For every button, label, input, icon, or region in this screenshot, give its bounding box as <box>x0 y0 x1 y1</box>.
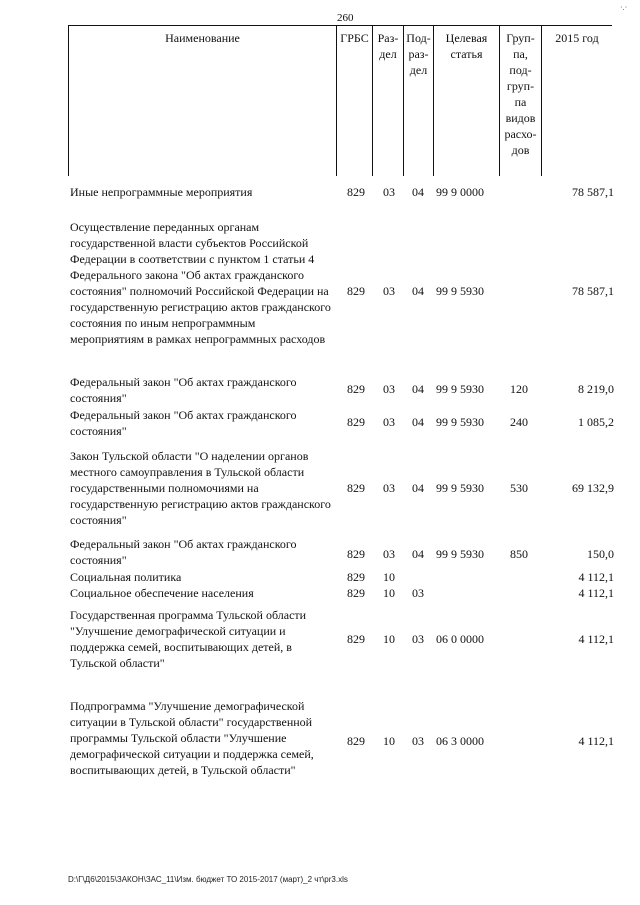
header-podrazdel <box>403 25 433 176</box>
row-vid: 120 <box>510 382 528 396</box>
row-name: Иные непрограммные мероприятия <box>70 185 253 199</box>
row-target: 99 9 5930 <box>436 415 484 429</box>
row-grbs: 829 <box>347 547 365 561</box>
header-razdel <box>372 25 403 176</box>
row-podrazdel: 03 <box>412 632 424 646</box>
row-grbs: 829 <box>347 481 365 495</box>
row-target: 99 9 5930 <box>436 382 484 396</box>
row-amount: 1 085,2 <box>578 415 614 429</box>
table-row <box>0 569 640 585</box>
row-target: 99 9 5930 <box>436 547 484 561</box>
row-name: Закон Тульской области "О наделении органов местного самоуправления в Тульской области государственными полномочиями на государственную регистрацию актов гражданского состояния" <box>70 449 331 527</box>
row-target: 06 0 0000 <box>436 632 484 646</box>
row-name: Федеральный закон "Об актах гражданского состояния" <box>70 537 297 567</box>
header-year-label: 2015 год <box>555 31 599 45</box>
row-podrazdel: 03 <box>412 586 424 600</box>
row-podrazdel: 04 <box>412 185 424 199</box>
row-amount: 4 112,1 <box>578 734 614 748</box>
table-row <box>0 219 640 363</box>
row-grbs: 829 <box>347 382 365 396</box>
table-row <box>0 448 640 528</box>
row-razdel: 03 <box>383 481 395 495</box>
row-razdel: 03 <box>383 284 395 298</box>
corner-mark: ·.· <box>620 3 628 12</box>
header-razdel-label: Раз- дел <box>377 31 399 61</box>
row-target: 99 9 5930 <box>436 284 484 298</box>
row-name: Социальное обеспечение населения <box>70 586 254 600</box>
row-target: 99 9 5930 <box>436 481 484 495</box>
row-amount: 4 112,1 <box>578 570 614 584</box>
row-name: Федеральный закон "Об актах гражданского состояния" <box>70 408 297 438</box>
row-razdel: 10 <box>383 586 395 600</box>
row-amount: 78 587,1 <box>572 284 614 298</box>
row-vid: 240 <box>510 415 528 429</box>
row-podrazdel: 03 <box>412 734 424 748</box>
row-name: Социальная политика <box>70 570 182 584</box>
row-target: 06 3 0000 <box>436 734 484 748</box>
row-amount: 78 587,1 <box>572 185 614 199</box>
row-podrazdel: 04 <box>412 481 424 495</box>
row-name: Государственная программа Тульской области "Улучшение демографической ситуации и поддержка семей, воспитывающих детей, в Тульской области" <box>70 608 307 670</box>
table-row <box>0 698 640 778</box>
row-razdel: 10 <box>383 632 395 646</box>
row-grbs: 829 <box>347 586 365 600</box>
row-podrazdel: 04 <box>412 415 424 429</box>
row-grbs: 829 <box>347 185 365 199</box>
header-vid-label: Груп- па, под- груп- па видов расхо- дов <box>504 31 537 157</box>
row-name: Подпрограмма "Улучшение демографической ситуации в Тульской области" государственной программы Тульской области "Улучшение демографической ситуации и поддержка семей, воспитывающих детей, в Тульской области" <box>70 699 314 777</box>
row-amount: 8 219,0 <box>578 382 614 396</box>
row-vid: 530 <box>510 481 528 495</box>
row-razdel: 03 <box>383 415 395 429</box>
row-razdel: 03 <box>383 185 395 199</box>
row-razdel: 10 <box>383 570 395 584</box>
table-row <box>0 407 640 439</box>
row-grbs: 829 <box>347 734 365 748</box>
row-name: Федеральный закон "Об актах гражданского состояния" <box>70 375 297 405</box>
row-name: Осуществление переданных органам государственной власти субъектов Российской Федерации в соответствии с пунктом 1 статьи 4 Федерального закона "Об актах гражданского состояния" полномочий Российской Федерации на государственную регистрацию актов гражданского состояния по иным непрограммным мероприятиям в рамках непрограммных расходов <box>70 220 331 346</box>
table-row <box>0 585 640 601</box>
header-name-label: Наименование <box>165 31 240 45</box>
row-razdel: 03 <box>383 547 395 561</box>
header-vid <box>499 25 541 176</box>
row-grbs: 829 <box>347 632 365 646</box>
header-target-label: Целевая статья <box>445 31 488 61</box>
footer-file-path: D:\Г\Д6\2015\ЗАКОН\ЗАС_11\Изм. бюджет ТО 2015-2017 (март)_2 чт\pr3.xls <box>68 875 348 884</box>
header-year <box>541 25 612 176</box>
row-target: 99 9 0000 <box>436 185 484 199</box>
header-target <box>433 25 499 176</box>
row-razdel: 10 <box>383 734 395 748</box>
table-row <box>0 536 640 568</box>
row-amount: 150,0 <box>587 547 614 561</box>
header-grbs <box>336 25 372 176</box>
row-grbs: 829 <box>347 415 365 429</box>
header-podrazdel-label: Под- раз- дел <box>406 31 431 77</box>
row-grbs: 829 <box>347 570 365 584</box>
row-amount: 4 112,1 <box>578 586 614 600</box>
row-amount: 69 132,9 <box>572 481 614 495</box>
row-vid: 850 <box>510 547 528 561</box>
table-row <box>0 184 640 202</box>
row-razdel: 03 <box>383 382 395 396</box>
table-row <box>0 374 640 406</box>
row-grbs: 829 <box>347 284 365 298</box>
table-row <box>0 607 640 671</box>
page-number: 260 <box>337 12 354 24</box>
row-podrazdel: 04 <box>412 547 424 561</box>
row-podrazdel: 04 <box>412 284 424 298</box>
header-name <box>68 25 336 176</box>
row-amount: 4 112,1 <box>578 632 614 646</box>
header-grbs-label: ГРБС <box>340 31 369 45</box>
row-podrazdel: 04 <box>412 382 424 396</box>
